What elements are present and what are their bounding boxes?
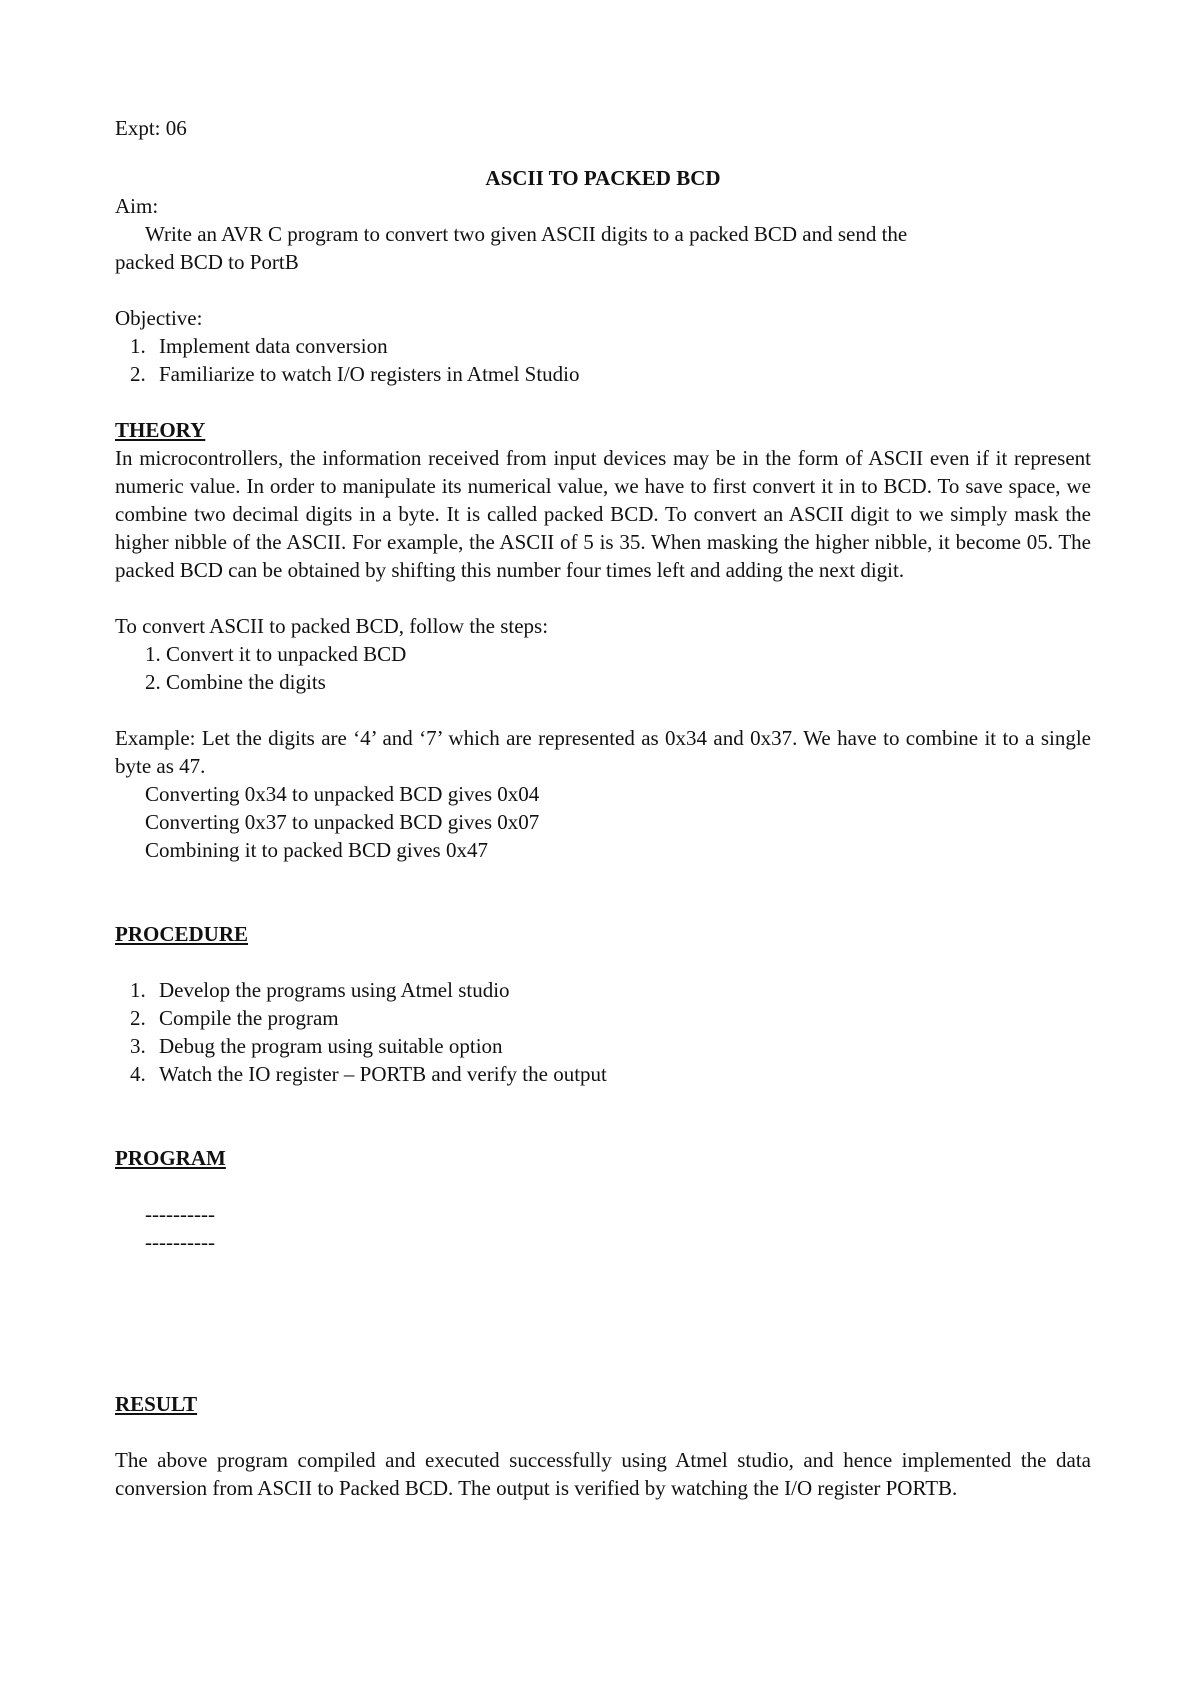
document-page [115,114,1091,1502]
theory-paragraph: In microcontrollers, the information received from input devices may be in the form of ASCII even if it represent numeric value. In order to manipulate its numerical value, we have to first convert it in to BCD. To save space, we combine two decimal digits in a byte. It is called packed BCD. To convert an ASCII digit to we simply mask the higher nibble of the ASCII. For example, the ASCII of 5 is 35. When masking the higher nibble, it become 05. The packed BCD can be obtained by shifting this number four times left and adding the next digit. [115,446,1091,582]
theory-heading: THEORY [115,418,206,442]
spacer [115,696,1091,724]
program-placeholder-line: ---------- [145,1230,215,1254]
result-heading: RESULT [115,1392,198,1416]
step-item: 1. Convert it to unpacked BCD [145,642,407,666]
aim-text-line2: packed BCD to PortB [115,250,299,274]
spacer [115,388,1091,416]
procedure-heading: PROCEDURE [115,922,249,946]
spacer [115,1088,1091,1144]
spacer [115,1172,1091,1200]
procedure-item: 2. Compile the program [151,1004,1091,1032]
procedure-item: 4. Watch the IO register – PORTB and verify the output [151,1060,1091,1088]
steps-intro: To convert ASCII to packed BCD, follow the steps: [115,614,549,638]
expt-label: Expt: 06 [115,116,187,140]
objective-item: 1. Implement data conversion [151,332,1091,360]
procedure-item: 3. Debug the program using suitable option [151,1032,1091,1060]
example-intro: Example: Let the digits are ‘4’ and ‘7’ which are represented as 0x34 and 0x37. We have to combine it to a single byte as 47. [115,726,1091,778]
objective-list [115,332,1091,388]
spacer [115,584,1091,612]
spacer [115,1418,1091,1446]
program-placeholder-line: ---------- [145,1202,215,1226]
spacer [115,948,1091,976]
spacer [115,1256,1091,1390]
spacer [115,864,1091,920]
document-title: ASCII TO PACKED BCD [485,166,721,190]
procedure-item: 1. Develop the programs using Atmel studio [151,976,1091,1004]
aim-label: Aim: [115,194,159,218]
step-item: 2. Combine the digits [145,670,326,694]
objective-label: Objective: [115,306,203,330]
example-line: Converting 0x34 to unpacked BCD gives 0x04 [145,782,540,806]
aim-text-line1: Write an AVR C program to convert two given ASCII digits to a packed BCD and send the [145,222,908,246]
program-heading: PROGRAM [115,1146,226,1170]
objective-item: 2. Familiarize to watch I/O registers in Atmel Studio [151,360,1091,388]
result-paragraph: The above program compiled and executed successfully using Atmel studio, and hence implemented the data conversion from ASCII to Packed BCD. The output is verified by watching the I/O register PORTB. [115,1448,1091,1500]
example-line: Combining it to packed BCD gives 0x47 [145,838,488,862]
spacer [115,276,1091,304]
example-line: Converting 0x37 to unpacked BCD gives 0x07 [145,810,540,834]
procedure-list [115,976,1091,1088]
